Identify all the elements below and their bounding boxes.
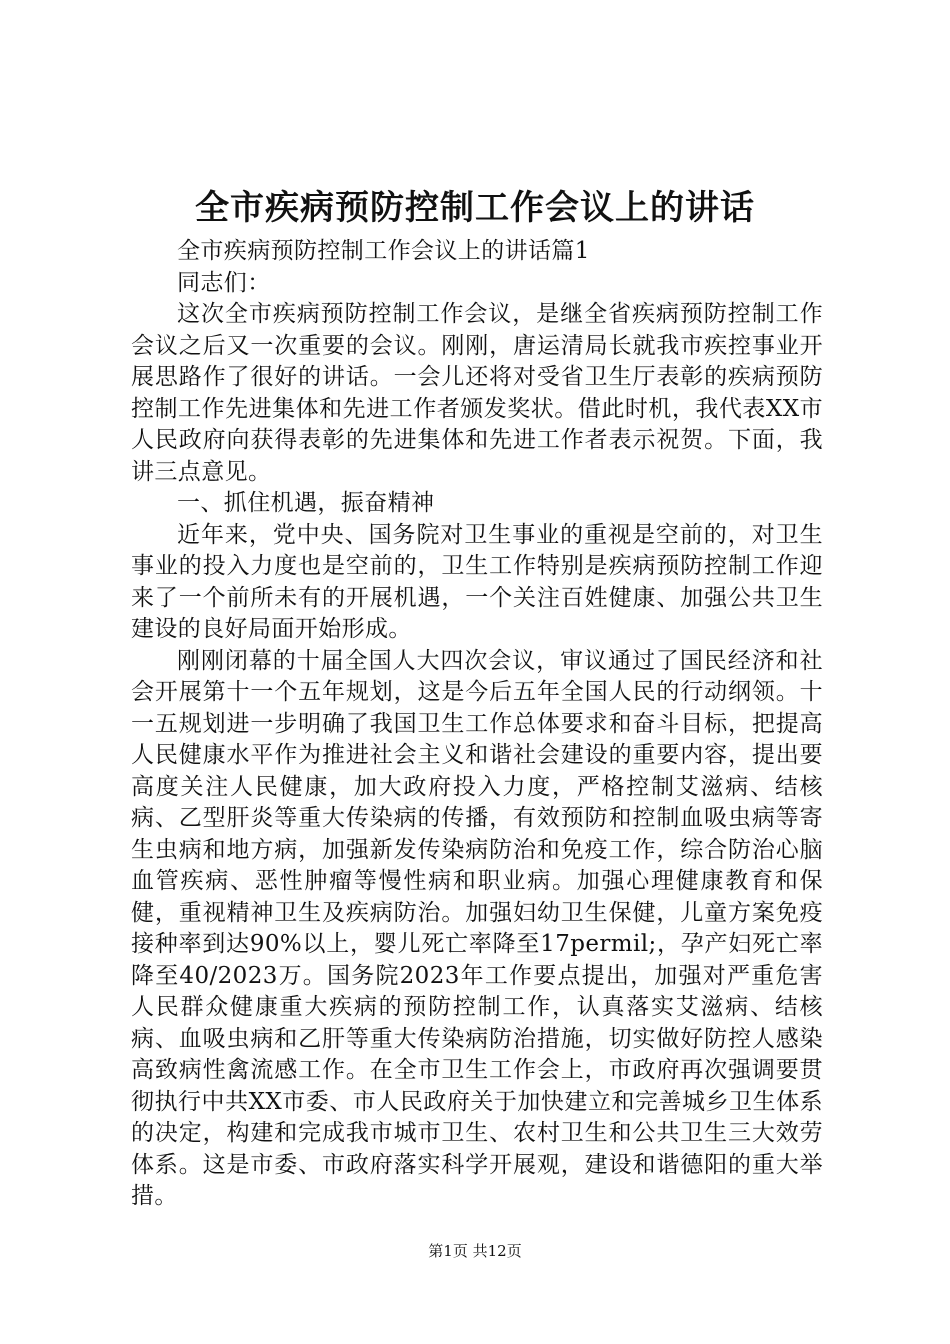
document-body <box>131 236 823 1213</box>
body-paragraph: 这次全市疾病预防控制工作会议，是继全省疾病预防控制工作会议之后又一次重要的会议。刚刚，唐运清局长就我市疾控事业开展思路作了很好的讲话。一会儿还将对受省卫生厅表彰的疾病预防控制工作先进集体和先进工作者颁发奖状。借此时机，我代表XX市人民政府向获得表彰的先进集体和先进工作者表示祝贺。下面，我讲三点意见。 <box>131 301 823 485</box>
section-heading: 全市疾病预防控制工作会议上的讲话篇1 <box>177 238 590 264</box>
document-title: 全市疾病预防控制工作会议上的讲话 <box>195 188 755 228</box>
salutation: 同志们： <box>177 269 271 296</box>
subsection-heading: 一、抓住机遇，振奋精神 <box>177 490 435 516</box>
body-paragraph: 近年来，党中央、国务院对卫生事业的重视是空前的，对卫生事业的投入力度也是空前的，卫生工作特别是疾病预防控制工作迎来了一个前所未有的开展机遇，一个关注百姓健康、加强公共卫生建设的良好局面开始形成。 <box>131 521 823 642</box>
body-paragraph: 刚刚闭幕的十届全国人大四次会议，审议通过了国民经济和社会开展第十一个五年规划，这是今后五年全国人民的行动纲领。十一五规划进一步明确了我国卫生工作总体要求和奋斗目标，把提高人民健康水平作为推进社会主义和谐社会建设的重要内容，提出要高度关注人民健康，加大政府投入力度，严格控制艾滋病、结核病、乙型肝炎等重大传染病的传播，有效预防和控制血吸虫病等寄生虫病和地方病，加强新发传染病防治和免疫工作，综合防治心脑血管疾病、恶性肿瘤等慢性病和职业病。加强心理健康教育和保健，重视精神卫生及疾病防治。加强妇幼卫生保健，儿童方案免疫接种率到达90%以上，婴儿死亡率降至17permil;，孕产妇死亡率降至40/2023万。国务院2023年工作要点提出，加强对严重危害人民群众健康重大疾病的预防控制工作，认真落实艾滋病、结核病、血吸虫病和乙肝等重大传染病防治措施，切实做好防控人感染高致病性禽流感工作。在全市卫生工作会上，市政府再次强调要贯彻执行中共XX市委、市人民政府关于加快建立和完善城乡卫生体系的决定，构建和完成我市城市卫生、农村卫生和公共卫生三大效劳体系。这是市委、市政府落实科学开展观，建设和谐德阳的重大举措。 <box>131 647 823 1209</box>
page-footer: 第1页 共12页 <box>428 1242 522 1260</box>
